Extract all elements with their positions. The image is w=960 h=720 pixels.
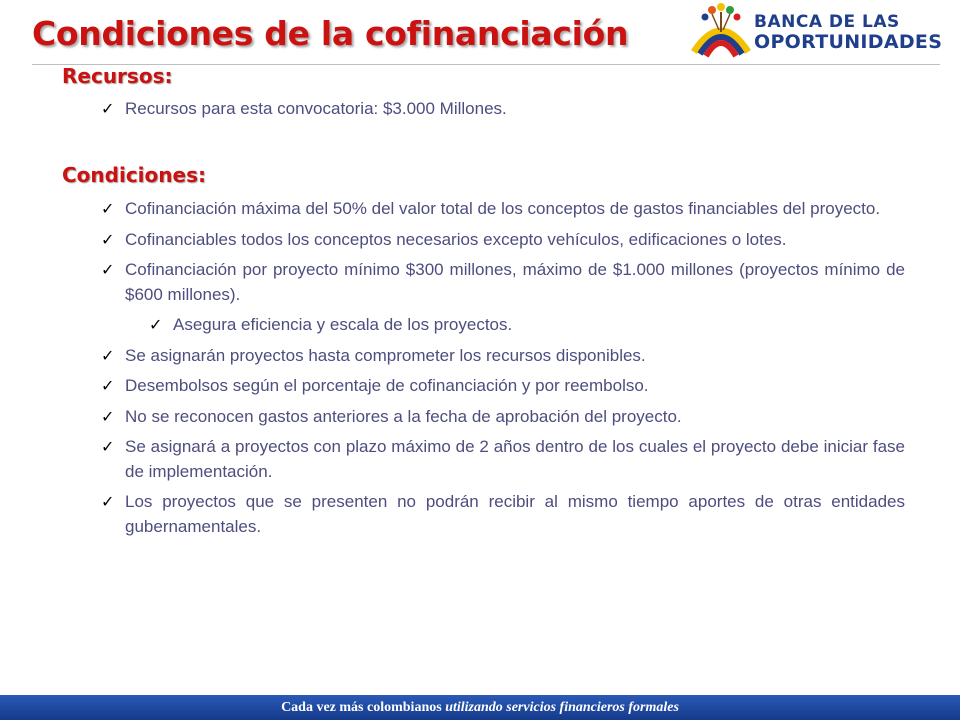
list-item-text: No se reconocen gastos anteriores a la fecha de aprobación del proyecto. <box>125 406 682 426</box>
logo-text-line1: BANCA DE LAS <box>754 12 900 32</box>
check-icon: ✓ <box>149 315 163 334</box>
list-item-text: Desembolsos según el porcentaje de cofinanciación y por reembolso. <box>125 376 649 395</box>
sub-list-item <box>149 313 905 338</box>
recursos-list <box>101 97 905 122</box>
list-item <box>101 344 905 369</box>
check-icon: ✓ <box>101 199 115 218</box>
check-icon: ✓ <box>101 229 115 249</box>
condiciones-heading: Condiciones: <box>62 163 206 187</box>
footer-text: Cada vez más colombianos <box>281 700 442 715</box>
check-icon: ✓ <box>101 376 115 395</box>
banca-oportunidades-logo <box>690 2 952 58</box>
list-item <box>101 490 905 539</box>
list-item <box>101 97 905 122</box>
check-icon: ✓ <box>101 406 115 426</box>
list-item-text: Cofinanciables todos los conceptos necesarios excepto vehículos, edificaciones o lotes. <box>125 229 787 249</box>
recursos-heading: Recursos: <box>62 64 173 88</box>
check-icon: ✓ <box>101 260 115 279</box>
list-item-text: Recursos para esta convocatoria: $3.000 Millones. <box>125 99 507 118</box>
list-item <box>101 197 905 222</box>
footer-banner <box>0 695 960 720</box>
check-icon: ✓ <box>101 437 115 456</box>
footer-text-italic: utilizando servicios financieros formales <box>445 700 679 715</box>
list-item <box>101 228 905 253</box>
list-item-text: Cofinanciación por proyecto mínimo $300 millones, máximo de $1.000 millones (proyectos mínimo de $600 millones). <box>125 260 905 304</box>
list-item-text: Se asignará a proyectos con plazo máximo de 2 años dentro de los cuales el proyecto debe iniciar fase de implementación. <box>125 437 905 481</box>
slide-title: Condiciones de la cofinanciación <box>32 14 629 53</box>
condiciones-list <box>101 197 905 545</box>
list-item-text: Se asignarán proyectos hasta comprometer los recursos disponibles. <box>125 345 646 365</box>
list-item-text: Cofinanciación máxima del 50% del valor total de los conceptos de gastos financiables del proyecto. <box>125 199 881 218</box>
logo-text-line2: OPORTUNIDADES <box>754 31 943 53</box>
check-icon: ✓ <box>101 492 115 511</box>
list-item <box>101 435 905 484</box>
logo-emblem-icon <box>690 2 752 58</box>
list-item <box>101 258 905 307</box>
list-item <box>101 374 905 399</box>
list-item <box>101 405 905 430</box>
check-icon: ✓ <box>101 99 115 118</box>
check-icon: ✓ <box>101 345 115 365</box>
list-item-text: Los proyectos que se presenten no podrán recibir al mismo tiempo aportes de otras entidades gubernamentales. <box>125 492 905 536</box>
list-item-text: Asegura eficiencia y escala de los proyectos. <box>173 315 513 334</box>
